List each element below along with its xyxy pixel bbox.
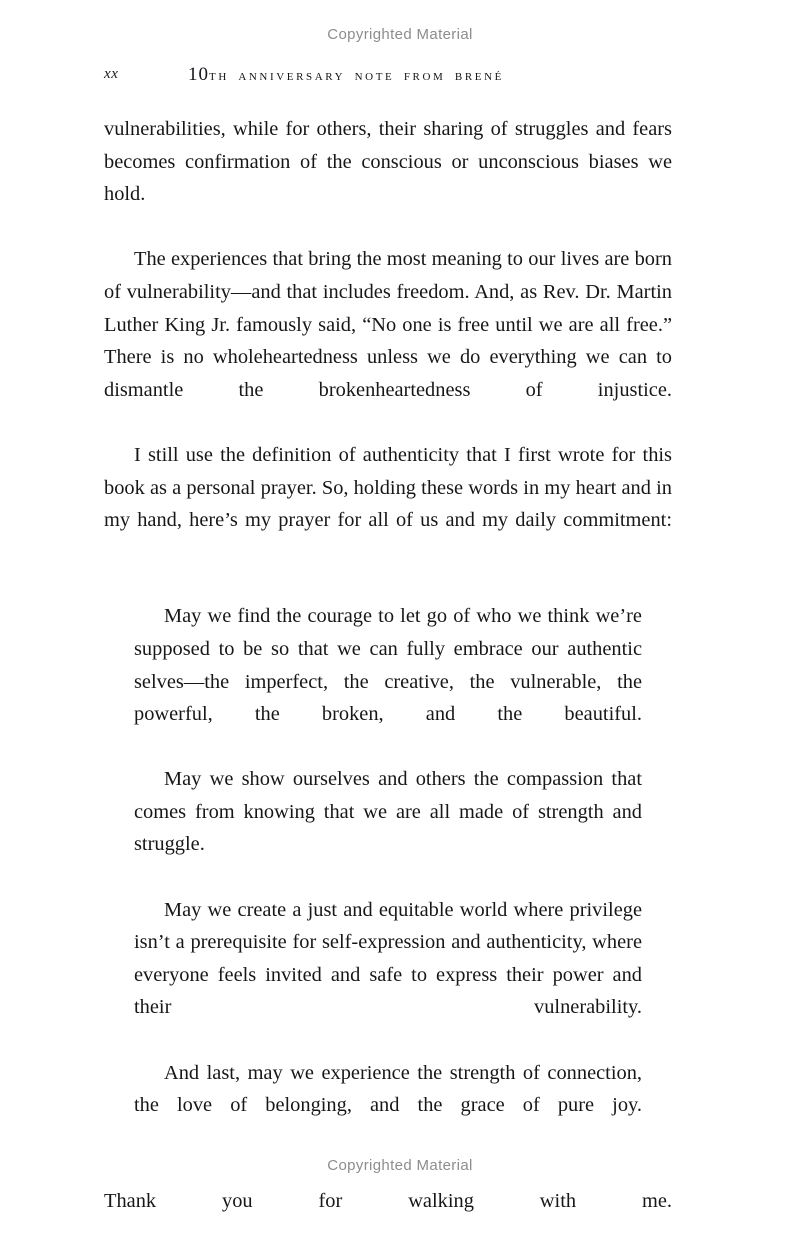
prayer-paragraph-compassion: May we show ourselves and others the compassion that comes from knowing that we are all made of strength and struggle. bbox=[134, 768, 642, 856]
paragraph-experiences: The experiences that bring the most meaning to our lives are born of vulnerability—and that includes freedom. And, as Rev. Dr. Martin Luther King Jr. famously said, “No one is free until we are all free.” There is no wholeheartedness unless we do everything we can to dismantle the brokenheartedness of injustice. bbox=[104, 248, 672, 401]
prayer-paragraph-courage: May we find the courage to let go of who we think we’re supposed to be so that we can fully embrace our authentic selves—the imperfect, the creative, the vulnerable, the powerful, the broken, and the beautiful. bbox=[134, 605, 642, 726]
copyright-watermark-top: Copyrighted Material bbox=[327, 26, 473, 43]
prayer-paragraph-equitable-world: May we create a just and equitable world where privilege isn’t a prerequisite for self-expression and authenticity, where everyone feels invited and safe to express their power and their vulnerability. bbox=[134, 898, 642, 1019]
text-column bbox=[104, 113, 672, 1251]
closing-line: Thank you for walking with me. bbox=[104, 1190, 672, 1213]
running-head-title bbox=[188, 64, 504, 86]
paragraph-definition: I still use the definition of authenticity that I first wrote for this book as a personal prayer. So, holding these words in my heart and in my hand, here’s my prayer for all of us and my daily commitment: bbox=[104, 443, 672, 532]
running-head-title-text: th anniversary note from brené bbox=[209, 67, 504, 84]
page-number: xx bbox=[104, 66, 119, 82]
running-head bbox=[104, 64, 672, 88]
spacer-before-prayer bbox=[104, 569, 672, 600]
paragraph-continuation: vulnerabilities, while for others, their sharing of struggles and fears becomes confirmation of the conscious or unconscious biases we hold. bbox=[104, 118, 672, 206]
copyright-watermark-bottom: Copyrighted Material bbox=[327, 1157, 473, 1174]
running-head-lead-number: 10 bbox=[188, 64, 209, 85]
prayer-paragraph-connection: And last, may we experience the strength of connection, the love of belonging, and the grace of pure joy. bbox=[134, 1061, 642, 1117]
prayer-blockquote bbox=[104, 600, 672, 1154]
